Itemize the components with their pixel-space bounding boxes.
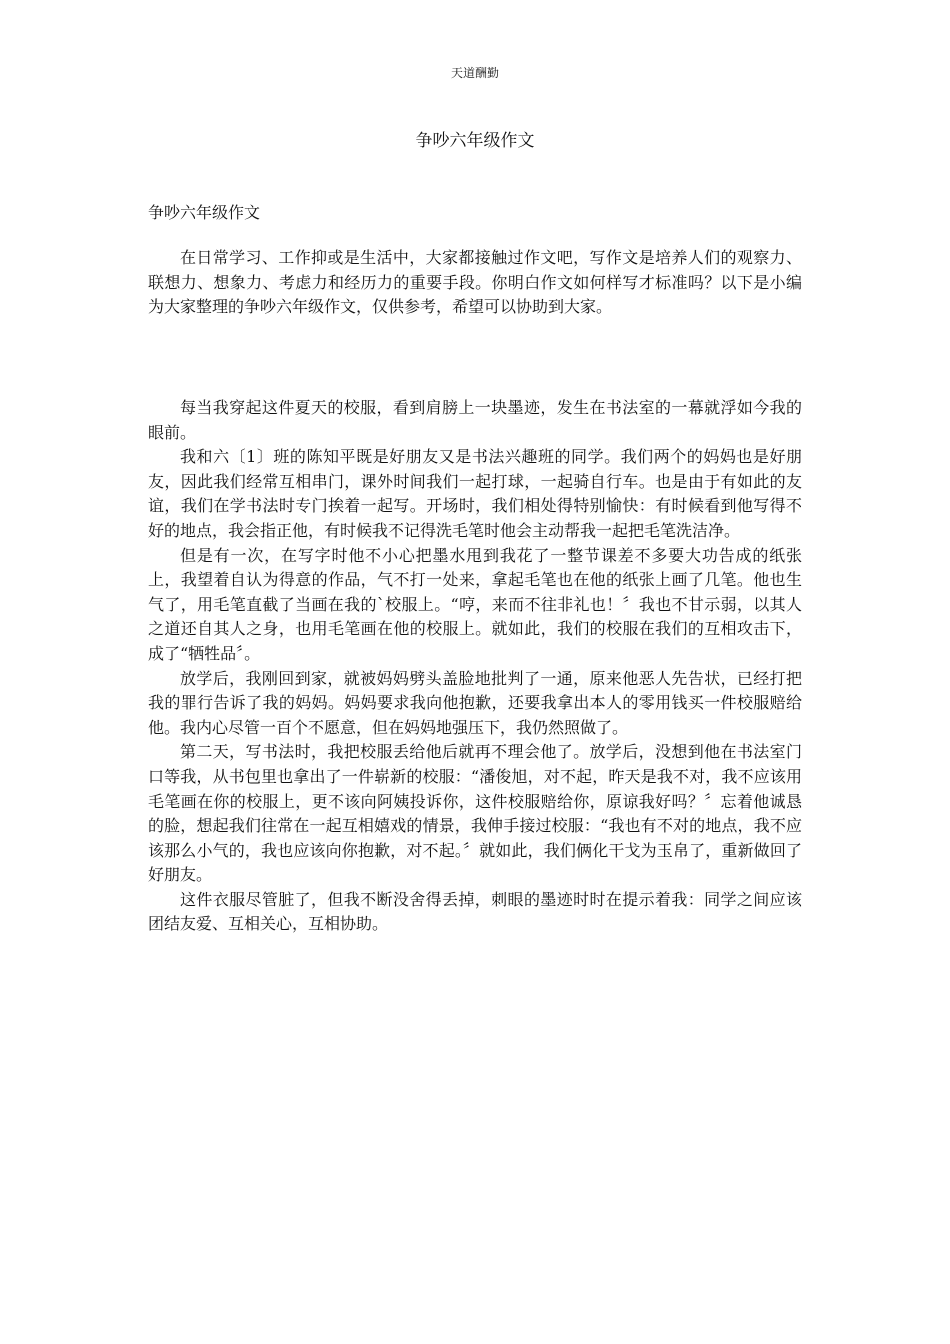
paragraph-3: 但是有一次，在写字时他不小心把墨水甩到我花了一整节课差不多要大功告成的纸张上，我望着自认为得意的作品，气不打一处来，拿起毛笔也在他的纸张上画了几笔。他也生气了，用毛笔直截了当画在我的`校服上。“哼，来而不往非礼也！〞我也不甘示弱，以其人之道还自其人之身，也用毛笔画在他的校服上。就如此，我们的校服在我们的互相攻击下，成了“牺牲品〞。 (148, 545, 802, 663)
paragraph-4: 放学后，我刚回到家，就被妈妈劈头盖脸地批判了一通，原来他恶人先告状，已经打把我的罪行告诉了我的妈妈。妈妈要求我向他抱歉，还要我拿出本人的零用钱买一件校服赔给他。我内心尽管一百个不愿意，但在妈妈地强压下，我仍然照做了。 (148, 668, 802, 737)
story-section (148, 396, 802, 937)
document-title: 争吵六年级作文 (415, 131, 535, 151)
intro-section (148, 246, 802, 320)
page-header: 天道酬勤 (450, 66, 499, 80)
paragraph-1: 每当我穿起这件夏天的校服，看到肩膀上一块墨迹，发生在书法室的一幕就浮如今我的眼前。 (148, 398, 802, 442)
section-title: 争吵六年级作文 (148, 203, 261, 222)
paragraph-6: 这件衣服尽管脏了，但我不断没舍得丢掉，刺眼的墨迹时时在提示着我：同学之间应该团结友爱、互相关心，互相协助。 (148, 889, 802, 934)
paragraph-2: 我和六〔1〕班的陈知平既是好朋友又是书法兴趣班的同学。我们两个的妈妈也是好朋友，因此我们经常互相串门，课外时间我们一起打球，一起骑自行车。也是由于有如此的友谊，我们在学书法时专门挨着一起写。开场时，我们相处得特别愉快：有时候看到他写得不好的地点，我会指正他，有时候我不记得洗毛笔时他会主动帮我一起把毛笔洗洁净。 (148, 447, 802, 540)
paragraph-5: 第二天，写书法时，我把校服丢给他后就再不理会他了。放学后，没想到他在书法室门口等我，从书包里也拿出了一件崭新的校服：“潘俊旭，对不起，昨天是我不对，我不应该用毛笔画在你的校服上，更不该向阿姨投诉你，这件校服赔给你，原谅我好吗？〞忘着他诚恳的脸，想起我们往常在一起互相嬉戏的情景，我伸手接过校服：“我也有不对的地点，我不应该那么小气的，我也应该向你抱歉，对不起。〞就如此，我们俩化干戈为玉帛了，重新做回了好朋友。 (148, 742, 802, 885)
intro-paragraph: 在日常学习、工作抑或是生活中，大家都接触过作文吧，写作文是培养人们的观察力、联想力、想象力、考虑力和经历力的重要手段。你明白作文如何样写才标准吗？以下是小编为大家整理的争吵六年级作文，仅供参考，希望可以协助到大家。 (148, 248, 802, 317)
